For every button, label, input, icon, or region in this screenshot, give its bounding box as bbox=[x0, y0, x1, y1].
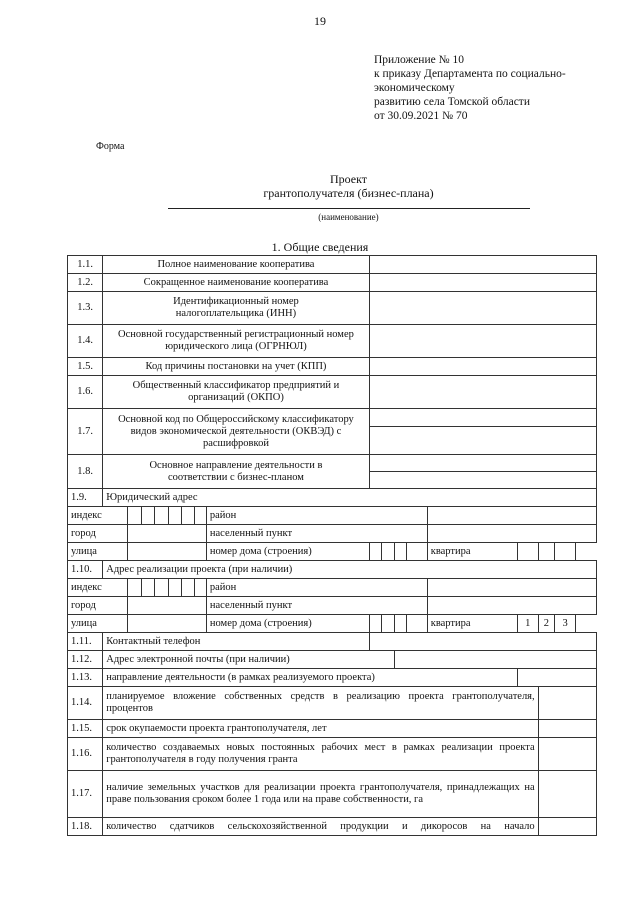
row-number: 1.11. bbox=[68, 633, 103, 651]
value-cell[interactable] bbox=[369, 633, 596, 651]
table-row bbox=[68, 651, 597, 669]
row-label: срок окупаемости проекта грантополучателя, лет bbox=[103, 720, 538, 738]
apartment-digit[interactable]: 2 bbox=[538, 615, 555, 633]
digit-cell[interactable] bbox=[382, 615, 394, 633]
name-line[interactable] bbox=[168, 208, 530, 209]
row-number: 1.13. bbox=[68, 669, 103, 687]
row-label: Общественный классификатор предприятий и организаций (ОКПО) bbox=[103, 376, 369, 409]
row-number: 1.2. bbox=[68, 274, 103, 292]
row-label: Контактный телефон bbox=[103, 633, 369, 651]
doc-title: Проект bbox=[329, 172, 368, 186]
value-cell[interactable] bbox=[369, 358, 596, 376]
row-number: 1.15. bbox=[68, 720, 103, 738]
row-label: Сокращенное наименование кооператива bbox=[103, 274, 369, 292]
form-label: Форма bbox=[96, 141, 125, 152]
digit-cell[interactable] bbox=[168, 507, 181, 525]
value-cell[interactable] bbox=[538, 771, 596, 818]
row-number: 1.10. bbox=[68, 561, 103, 579]
row-number: 1.6. bbox=[68, 376, 103, 409]
appendix-line: развитию села Томской области bbox=[374, 96, 530, 108]
digit-cell[interactable] bbox=[128, 579, 141, 597]
row-label: Полное наименование кооператива bbox=[103, 256, 369, 274]
value-cell[interactable] bbox=[394, 651, 596, 669]
digit-cell[interactable] bbox=[141, 507, 154, 525]
digit-cell[interactable] bbox=[195, 507, 206, 525]
table-row bbox=[68, 274, 597, 292]
digit-cell[interactable] bbox=[155, 579, 168, 597]
digit-cell[interactable] bbox=[182, 579, 195, 597]
table-row bbox=[68, 771, 597, 818]
row-number: 1.1. bbox=[68, 256, 103, 274]
value-cell[interactable] bbox=[538, 818, 596, 836]
digit-cell[interactable] bbox=[141, 579, 154, 597]
settlement-value[interactable] bbox=[427, 525, 596, 543]
row-label: Адрес реализации проекта (при наличии) bbox=[103, 561, 597, 579]
address-row bbox=[68, 597, 597, 615]
address-row bbox=[68, 525, 597, 543]
house-label: номер дома (строения) bbox=[206, 615, 369, 633]
row-number: 1.14. bbox=[68, 687, 103, 720]
appendix-line: экономическому bbox=[374, 82, 455, 94]
table-row bbox=[68, 669, 597, 687]
row-label: Основной государственный регистрационный номер юридического лица (ОГРНЮЛ) bbox=[103, 325, 369, 358]
city-value[interactable] bbox=[128, 597, 207, 615]
row-number: 1.12. bbox=[68, 651, 103, 669]
table-row bbox=[68, 489, 597, 507]
apartment-label: квартира bbox=[427, 543, 517, 561]
city-label: город bbox=[68, 525, 128, 543]
doc-subtitle: грантополучателя (бизнес-плана) bbox=[263, 186, 434, 200]
value-cell[interactable] bbox=[369, 292, 596, 325]
row-number: 1.16. bbox=[68, 738, 103, 771]
value-cell[interactable] bbox=[369, 455, 596, 472]
row-label: направление деятельности (в рамках реализуемого проекта) bbox=[103, 669, 518, 687]
appendix-header bbox=[374, 53, 614, 123]
digit-cell[interactable] bbox=[155, 507, 168, 525]
row-label: Адрес электронной почты (при наличии) bbox=[103, 651, 394, 669]
row-label: Основное направление деятельности в соответствии с бизнес-планом bbox=[103, 455, 369, 489]
appendix-line: Приложение № 10 bbox=[374, 54, 464, 66]
table-row bbox=[68, 455, 597, 472]
row-label: Юридический адрес bbox=[103, 489, 597, 507]
table-row bbox=[68, 738, 597, 771]
street-label: улица bbox=[68, 543, 128, 561]
address-row bbox=[68, 507, 597, 525]
value-cell[interactable] bbox=[369, 427, 596, 455]
row-label: количество создаваемых новых постоянных рабочих мест в рамках реализации проекта грантополучателя в году получения гранта bbox=[103, 738, 538, 771]
house-label: номер дома (строения) bbox=[206, 543, 369, 561]
digit-cell[interactable] bbox=[182, 507, 195, 525]
row-label: Код причины постановки на учет (КПП) bbox=[103, 358, 369, 376]
district-value[interactable] bbox=[427, 579, 596, 597]
apartment-digit[interactable]: 1 bbox=[517, 615, 538, 633]
settlement-value[interactable] bbox=[427, 597, 596, 615]
section-title: 1. Общие сведения bbox=[271, 240, 369, 254]
value-cell[interactable] bbox=[517, 669, 596, 687]
table-row bbox=[68, 687, 597, 720]
digit-cell[interactable] bbox=[394, 615, 406, 633]
digit-cell[interactable] bbox=[538, 543, 555, 561]
table-row bbox=[68, 376, 597, 409]
street-label: улица bbox=[68, 615, 128, 633]
address-row bbox=[68, 615, 597, 633]
digit-cell[interactable] bbox=[555, 543, 576, 561]
city-value[interactable] bbox=[128, 525, 207, 543]
district-label: район bbox=[206, 507, 427, 525]
row-number: 1.18. bbox=[68, 818, 103, 836]
digit-cell[interactable] bbox=[168, 579, 181, 597]
district-value[interactable] bbox=[427, 507, 596, 525]
value-cell[interactable] bbox=[538, 720, 596, 738]
table-row bbox=[68, 720, 597, 738]
digit-cell[interactable] bbox=[369, 615, 381, 633]
row-number: 1.7. bbox=[68, 409, 103, 455]
value-cell[interactable] bbox=[369, 472, 596, 489]
row-number: 1.8. bbox=[68, 455, 103, 489]
digit-cell[interactable] bbox=[517, 543, 538, 561]
value-cell[interactable] bbox=[538, 687, 596, 720]
table-row bbox=[68, 358, 597, 376]
value-cell[interactable] bbox=[369, 409, 596, 427]
table-row bbox=[68, 633, 597, 651]
street-value[interactable] bbox=[128, 615, 207, 633]
page-number: 19 bbox=[314, 14, 326, 28]
row-label: количество сдатчиков сельскохозяйственной продукции и дикоросов на начало bbox=[103, 818, 538, 836]
house-value[interactable] bbox=[406, 615, 427, 633]
row-number: 1.17. bbox=[68, 771, 103, 818]
address-row bbox=[68, 579, 597, 597]
table-row bbox=[68, 256, 597, 274]
table-row bbox=[68, 818, 597, 836]
row-label: планируемое вложение собственных средств в реализацию проекта грантополучателя, процентов bbox=[103, 687, 538, 720]
digit-cell[interactable] bbox=[382, 543, 394, 561]
digit-cell[interactable] bbox=[128, 507, 141, 525]
name-caption: (наименование) bbox=[318, 212, 379, 222]
digit-cell[interactable] bbox=[369, 543, 381, 561]
row-number: 1.4. bbox=[68, 325, 103, 358]
row-number: 1.5. bbox=[68, 358, 103, 376]
row-label: наличие земельных участков для реализации проекта грантополучателя, принадлежащих на праве пользования сроком более 1 года или на праве собственности, га bbox=[103, 771, 538, 818]
value-cell[interactable] bbox=[538, 738, 596, 771]
table-row bbox=[68, 325, 597, 358]
appendix-line: от 30.09.2021 № 70 bbox=[374, 110, 468, 122]
row-number: 1.9. bbox=[68, 489, 103, 507]
value-cell[interactable] bbox=[369, 325, 596, 358]
digit-cell[interactable] bbox=[195, 579, 206, 597]
district-label: район bbox=[206, 579, 427, 597]
house-value[interactable] bbox=[406, 543, 427, 561]
appendix-line: к приказу Департамента по социально- bbox=[374, 68, 566, 80]
general-info-table bbox=[67, 255, 597, 836]
value-cell[interactable] bbox=[369, 256, 596, 274]
value-cell[interactable] bbox=[369, 274, 596, 292]
row-number: 1.3. bbox=[68, 292, 103, 325]
city-label: город bbox=[68, 597, 128, 615]
table-row bbox=[68, 409, 597, 427]
settlement-label: населенный пункт bbox=[206, 525, 427, 543]
street-value[interactable] bbox=[128, 543, 207, 561]
table-row bbox=[68, 292, 597, 325]
index-label: индекс bbox=[68, 579, 128, 597]
digit-cell[interactable] bbox=[394, 543, 406, 561]
apartment-digit[interactable]: 3 bbox=[555, 615, 576, 633]
row-label: Идентификационный номер налогоплательщика (ИНН) bbox=[103, 292, 369, 325]
address-row bbox=[68, 543, 597, 561]
apartment-label: квартира bbox=[427, 615, 517, 633]
table-row bbox=[68, 561, 597, 579]
settlement-label: населенный пункт bbox=[206, 597, 427, 615]
value-cell[interactable] bbox=[369, 376, 596, 409]
index-label: индекс bbox=[68, 507, 128, 525]
row-label: Основной код по Общероссийскому классификатору видов экономической деятельности (ОКВЭД) с расшифровкой bbox=[103, 409, 369, 455]
